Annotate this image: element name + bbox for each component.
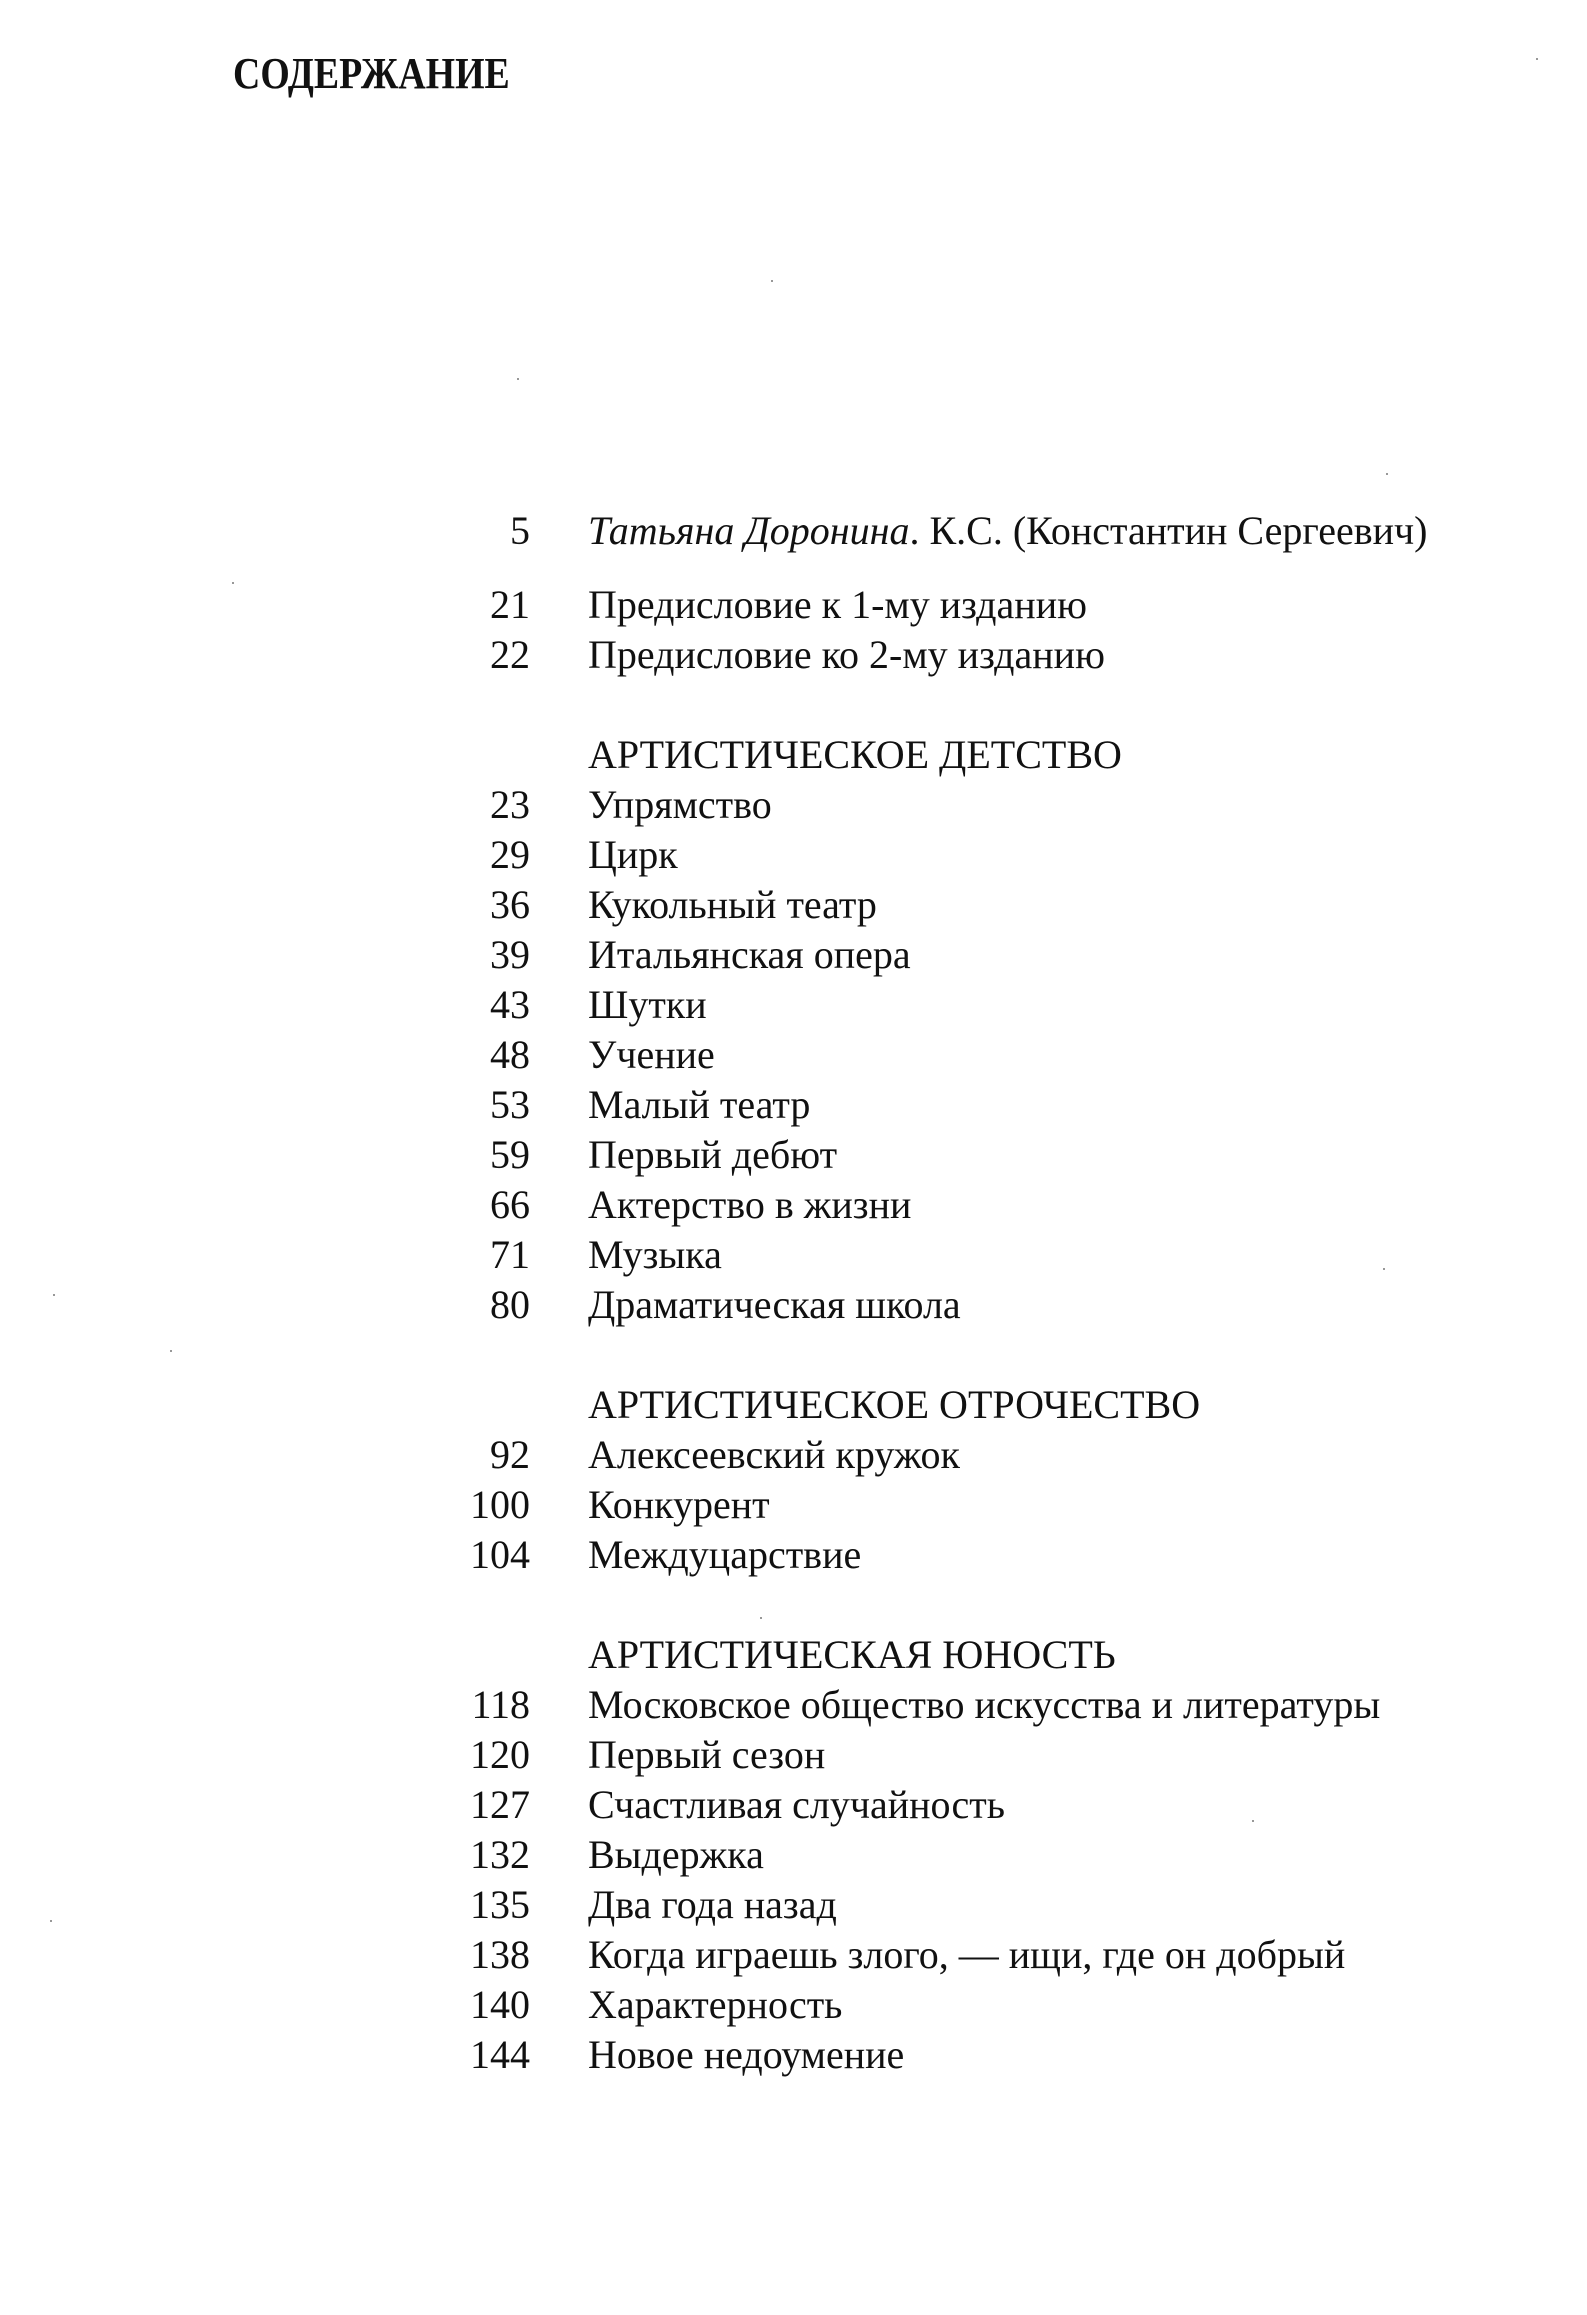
toc-page-number: 135 <box>470 1882 530 1927</box>
scan-speck <box>517 378 519 380</box>
toc-entry <box>0 2030 1587 2080</box>
toc-entry <box>0 506 1587 556</box>
toc-entry-title: Два года назад <box>588 1882 837 1927</box>
toc-entry <box>0 1080 1587 1130</box>
scan-speck <box>1252 1820 1254 1822</box>
toc-entry <box>0 1280 1587 1330</box>
toc-entry-title: Драматическая школа <box>588 1282 961 1327</box>
toc-page-number: 127 <box>470 1782 530 1827</box>
toc-entry <box>0 780 1587 830</box>
toc-entry <box>0 1880 1587 1930</box>
toc-page-number: 39 <box>490 932 530 977</box>
toc-entry-title: Выдержка <box>588 1832 764 1877</box>
toc-entry <box>0 830 1587 880</box>
toc-entry-title: Первый сезон <box>588 1732 826 1777</box>
toc-entry <box>0 1430 1587 1480</box>
toc-page-number: 5 <box>510 508 530 553</box>
toc-page-number: 140 <box>470 1982 530 2027</box>
toc-entry-title: Итальянская опера <box>588 932 911 977</box>
scan-speck <box>771 280 773 282</box>
toc-page-number: 29 <box>490 832 530 877</box>
toc-entry-title: Малый театр <box>588 1082 811 1127</box>
toc-entry <box>0 1030 1587 1080</box>
toc-entry-title: Междуцарствие <box>588 1532 862 1577</box>
toc-entry <box>0 630 1587 680</box>
toc-entry <box>0 1480 1587 1530</box>
toc-section-heading: АРТИСТИЧЕСКОЕ ОТРОЧЕСТВО <box>588 1382 1201 1427</box>
toc-page-number: 43 <box>490 982 530 1027</box>
toc-entry <box>0 1180 1587 1230</box>
toc-entry <box>0 1680 1587 1730</box>
toc-entry-text: . К.С. (Константин Сергеевич) <box>909 508 1428 553</box>
toc-page-number: 100 <box>470 1482 530 1527</box>
toc-entry-title: Предисловие к 1-му изданию <box>588 582 1087 627</box>
toc-entry-title: Конкурент <box>588 1482 770 1527</box>
toc-page-number: 36 <box>490 882 530 927</box>
scan-speck <box>232 582 234 584</box>
toc-entry <box>0 1730 1587 1780</box>
toc-page-number: 23 <box>490 782 530 827</box>
toc-page-number: 104 <box>470 1532 530 1577</box>
toc-page-number: 92 <box>490 1432 530 1477</box>
toc-entry <box>0 880 1587 930</box>
toc-entry-title: Новое недоумение <box>588 2032 905 2077</box>
toc-entry-title: Счастливая случайность <box>588 1782 1006 1827</box>
toc-page-number: 66 <box>490 1182 530 1227</box>
toc-page-number: 53 <box>490 1082 530 1127</box>
scan-speck <box>1383 1268 1385 1270</box>
toc-entry <box>0 1130 1587 1180</box>
toc-entry-title: Музыка <box>588 1232 722 1277</box>
toc-entry <box>0 1780 1587 1830</box>
toc-entry <box>0 1230 1587 1280</box>
toc-entry-title <box>588 506 1427 556</box>
scan-speck <box>760 1617 762 1619</box>
scan-speck <box>50 1920 52 1922</box>
toc-entry <box>0 1830 1587 1880</box>
toc-entry-title: Упрямство <box>588 782 772 827</box>
toc-entry-title: Московское общество искусства и литературы <box>588 1682 1381 1727</box>
toc-entry <box>0 930 1587 980</box>
toc-entry <box>0 1530 1587 1580</box>
scan-speck <box>1386 473 1388 475</box>
page-title: СОДЕРЖАНИЕ <box>233 49 510 98</box>
toc-entry-title: Учение <box>588 1032 715 1077</box>
toc-page-number: 144 <box>470 2032 530 2077</box>
toc-entry-title: Алексеевский кружок <box>588 1432 960 1477</box>
toc-section-heading: АРТИСТИЧЕСКАЯ ЮНОСТЬ <box>588 1632 1116 1677</box>
toc-entry-title: Шутки <box>588 982 707 1027</box>
toc-entry-title: Кукольный театр <box>588 882 877 927</box>
toc-entry-title: Предисловие ко 2-му изданию <box>588 632 1105 677</box>
toc-entry <box>0 1930 1587 1980</box>
toc-entry <box>0 980 1587 1030</box>
toc-entry-title: Характерность <box>588 1982 843 2027</box>
toc-page-number: 80 <box>490 1282 530 1327</box>
toc-entry-title: Цирк <box>588 832 678 877</box>
toc-section-heading: АРТИСТИЧЕСКОЕ ДЕТСТВО <box>588 732 1122 777</box>
toc-page-number: 120 <box>470 1732 530 1777</box>
toc-entry <box>0 1980 1587 2030</box>
scan-speck <box>1536 58 1538 60</box>
toc-page-number: 138 <box>470 1932 530 1977</box>
toc-page-number: 22 <box>490 632 530 677</box>
toc-entry <box>0 580 1587 630</box>
scan-speck <box>53 1294 55 1296</box>
toc-page-number: 59 <box>490 1132 530 1177</box>
toc-entry-author: Татьяна Доронина <box>588 508 910 553</box>
toc-entry-title: Актерство в жизни <box>588 1182 912 1227</box>
scan-speck <box>170 1350 172 1352</box>
toc-page-number: 132 <box>470 1832 530 1877</box>
toc-page-number: 48 <box>490 1032 530 1077</box>
toc-page-number: 71 <box>490 1232 530 1277</box>
toc-page-number: 21 <box>490 582 530 627</box>
toc-entry-title: Первый дебют <box>588 1132 838 1177</box>
toc-page-number: 118 <box>471 1682 530 1727</box>
toc-entry-title: Когда играешь злого, — ищи, где он добрый <box>588 1932 1346 1977</box>
